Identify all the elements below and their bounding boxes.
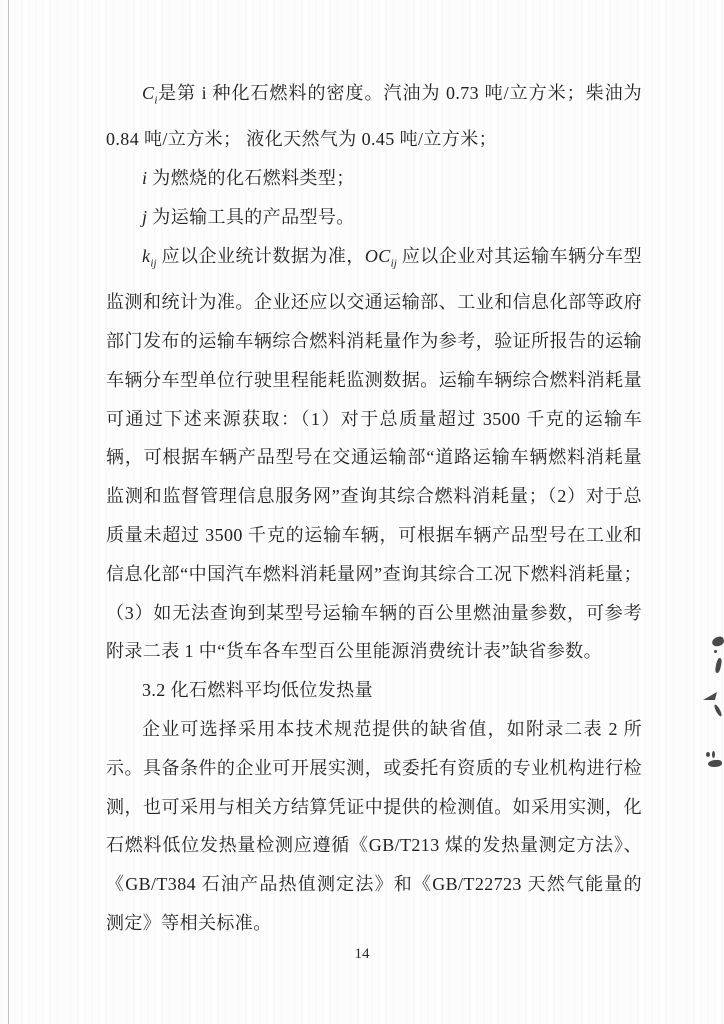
text-run: 3.2 化石燃料平均低位发热量 — [142, 680, 373, 701]
text-run: 应以企业统计数据为准， — [156, 245, 365, 266]
text-run: 应以企业对其运输车辆分车型监测和统计为准。企业还应以交通运输部、工业和信息化部等政府部门发布的运输车辆综合燃料消耗量作为参考，验证所报告的运输车辆分车型单位行驶里程能耗监测数据。运输车辆综合燃料消耗量可通过下述来源获取：（1）对于总质量超过 3500 千克的运输车辆，可根据车辆产品型号在交通运输部“道路运输车辆燃料消耗量监测和监督管理信息服务网”查询其综合燃料消耗量；（2）对于总质量未超过 3500 千克的运输车辆，可根据车辆产品型号在工业和信息化部“中国汽车燃料消耗量网”查询其综合工况下燃料消耗量；（3）如无法查询到某型号运输车辆的百公里燃油量参数，可参考附录二表 1 中“货车各车型百公里能源消费统计表”缺省参数。 — [106, 245, 642, 662]
para-fuel-density — [106, 74, 642, 159]
subscript-text: ij — [150, 257, 157, 270]
pen-mark-artifact — [706, 752, 710, 757]
pen-mark-artifact — [714, 658, 722, 674]
subscript-text: ij — [390, 257, 397, 270]
pen-mark-artifact — [714, 650, 717, 653]
para-heating-value-measurement — [106, 710, 642, 943]
pen-mark-artifact — [703, 692, 717, 700]
text-run: 为燃烧的化石燃料类型； — [147, 168, 355, 189]
pen-mark-artifact — [712, 751, 715, 758]
variable-text: C — [142, 83, 155, 103]
subscript-text: i — [154, 94, 158, 107]
heading-section-3-2 — [106, 671, 642, 710]
variable-text: i — [142, 168, 148, 189]
document-body — [106, 74, 642, 943]
variable-text: k — [142, 245, 151, 266]
scan-edge-line — [8, 0, 9, 1024]
para-definition-j — [106, 198, 642, 237]
text-run: 企业可选择采用本技术规范提供的缺省值，如附录二表 2 所示。具备条件的企业可开展实测，或委托有资质的专业机构进行检测，也可采用与相关方结算凭证中提供的检测值。如采用实测，化石燃料低位发热量检测应遵循《GB/T213 煤的发热量测定方法》、《GB/T384 石油产品热值测定法》和《GB/T22723 天然气能量的测定》等相关标准。 — [106, 718, 642, 933]
variable-text: OC — [364, 245, 391, 266]
variable-text: j — [142, 206, 148, 227]
pen-mark-artifact — [708, 759, 723, 768]
text-run: 为运输工具的产品型号。 — [147, 206, 355, 227]
pen-mark-artifact — [711, 636, 724, 648]
para-definition-i — [106, 159, 642, 198]
text-run: 是第 i 种化石燃料的密度。汽油为 0.73 吨/立方米；柴油为 0.84 吨/立方米； 液化天然气为 0.45 吨/立方米； — [106, 83, 642, 150]
page-number: 14 — [354, 946, 370, 962]
pen-mark-artifact — [713, 704, 723, 717]
para-vehicle-fuel-consumption — [106, 237, 642, 671]
